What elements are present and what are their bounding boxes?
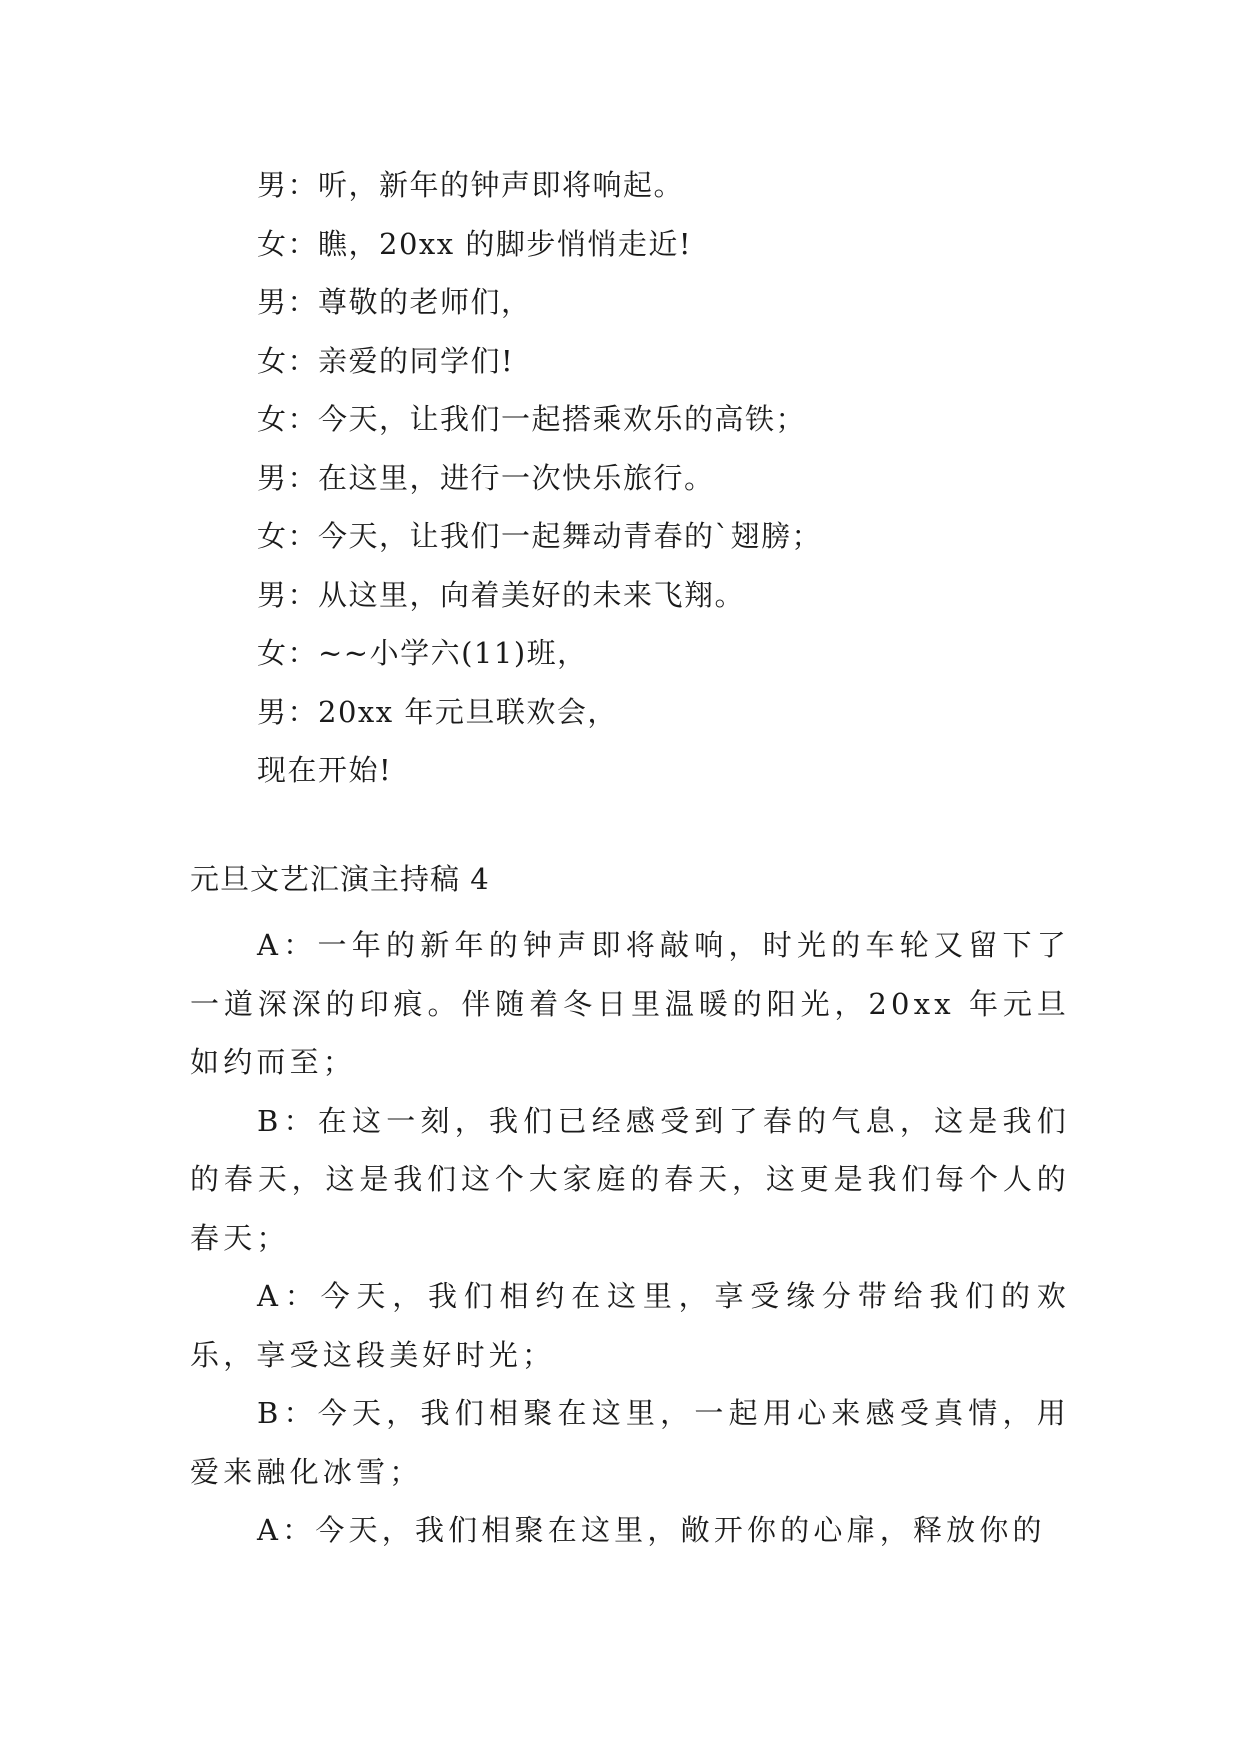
- paragraph: A：一年的新年的钟声即将敲响，时光的车轮又留下了一道深深的印痕。伴随着冬日里温暖的阳光，20xx 年元旦如约而至；: [190, 928, 1070, 1079]
- dialogue-line: 女：亲爱的同学们!: [257, 343, 515, 378]
- dialogue-line: 男：在这里，进行一次快乐旅行。: [257, 460, 715, 495]
- dialogue-block: [257, 156, 1137, 800]
- paragraph: B：在这一刻，我们已经感受到了春的气息，这是我们的春天，这是我们这个大家庭的春天，这更是我们每个人的春天；: [190, 1103, 1070, 1255]
- paragraph: B：今天，我们相聚在这里，一起用心来感受真情，用爱来融化冰雪；: [190, 1396, 1070, 1489]
- dialogue-line: 男：从这里，向着美好的未来飞翔。: [257, 577, 746, 612]
- body-text: [190, 916, 1070, 1560]
- paragraph: A：今天，我们相约在这里，享受缘分带给我们的欢乐，享受这段美好时光；: [190, 1279, 1070, 1372]
- dialogue-line: 男：听，新年的钟声即将响起。: [257, 168, 685, 202]
- dialogue-line: 女：瞧，20xx 的脚步悄悄走近!: [257, 226, 692, 261]
- dialogue-line: 女：~~小学六(11)班，: [257, 636, 588, 670]
- dialogue-line: 女：今天，让我们一起舞动青春的`翅膀；: [257, 519, 823, 553]
- dialogue-line: 现在开始!: [257, 753, 393, 787]
- section-title: 元旦文艺汇演主持稿 4: [190, 862, 490, 896]
- paragraph: A：今天，我们相聚在这里，敞开你的心扉，释放你的: [257, 1513, 1046, 1547]
- dialogue-line: 女：今天，让我们一起搭乘欢乐的高铁；: [257, 402, 807, 436]
- dialogue-line: 男：尊敬的老师们，: [257, 285, 532, 319]
- dialogue-line: 男：20xx 年元旦联欢会，: [257, 694, 618, 729]
